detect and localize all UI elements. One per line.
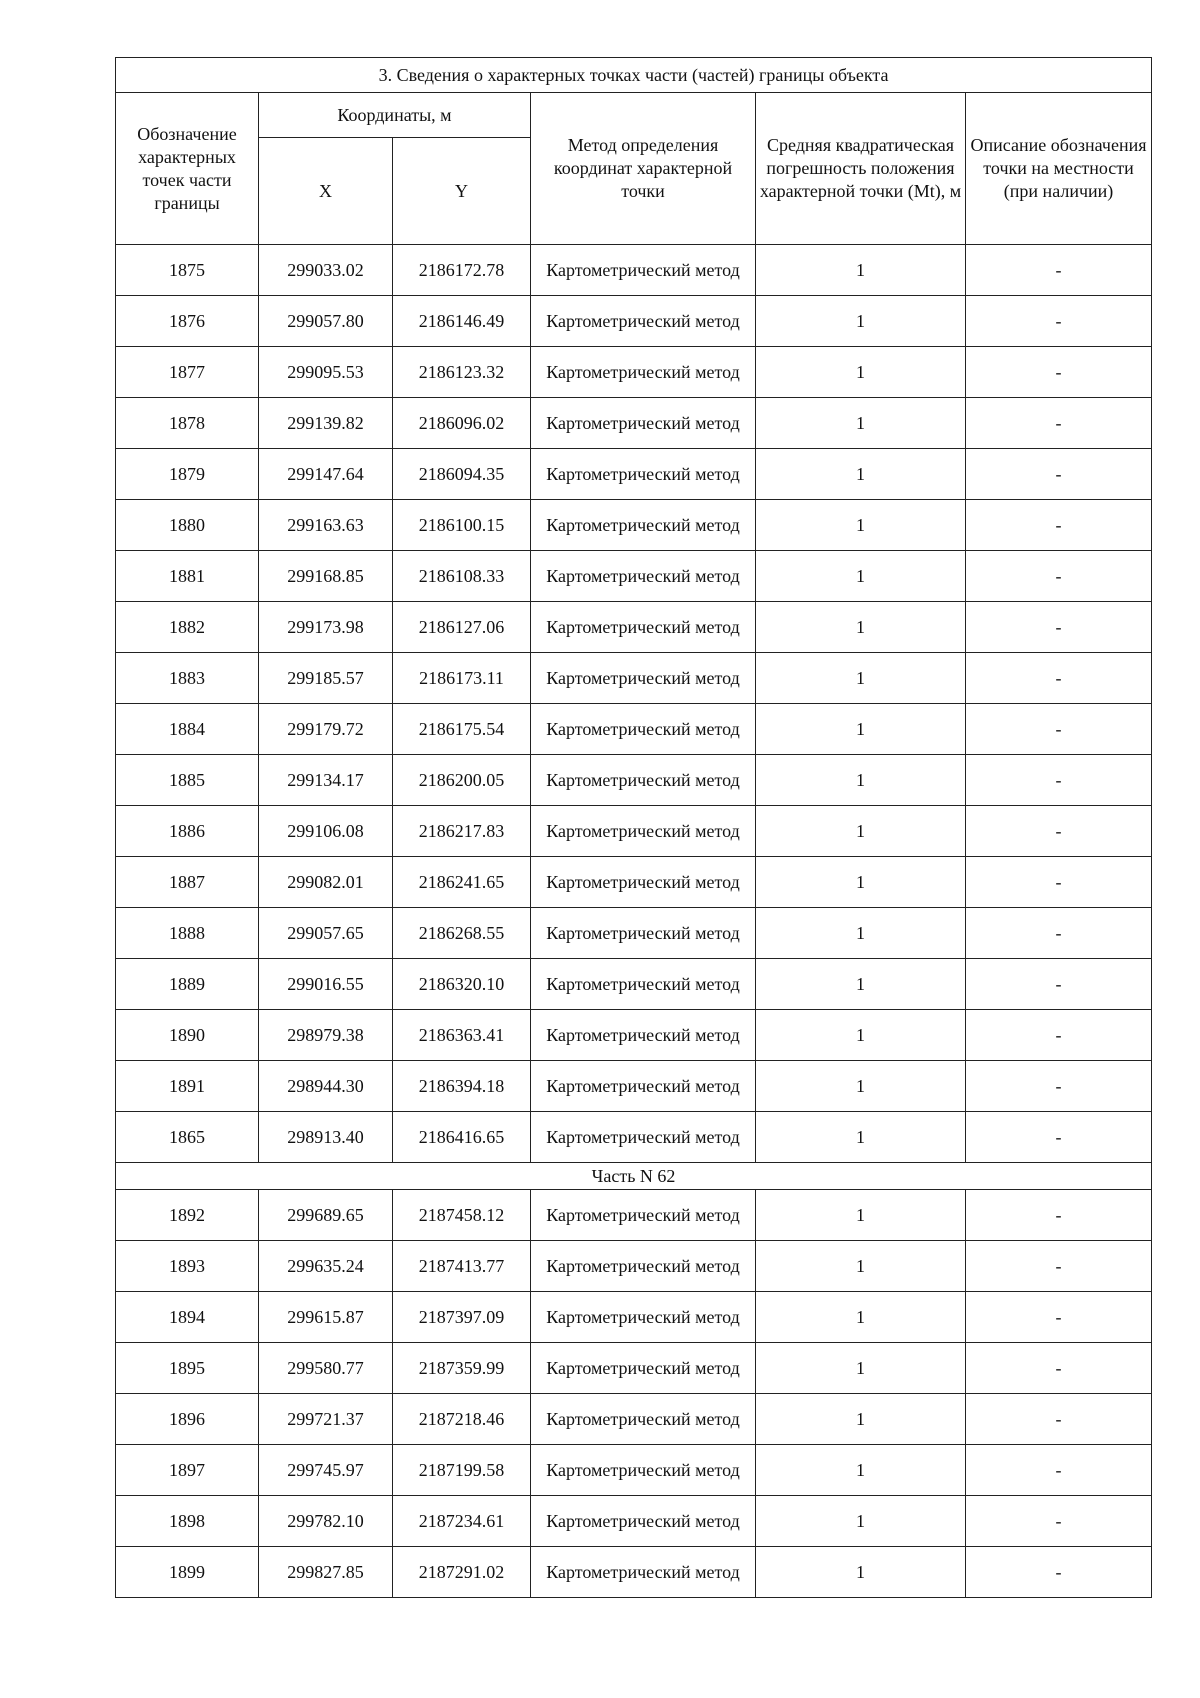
cell-error: 1 bbox=[756, 1547, 966, 1598]
table-row bbox=[116, 296, 1152, 347]
cell-y: 2186127.06 bbox=[393, 602, 531, 653]
table-row bbox=[116, 857, 1152, 908]
cell-method: Картометрический метод bbox=[531, 296, 756, 347]
cell-error: 1 bbox=[756, 1292, 966, 1343]
cell-description: - bbox=[966, 704, 1152, 755]
cell-point: 1885 bbox=[116, 755, 259, 806]
cell-description: - bbox=[966, 1190, 1152, 1241]
cell-point: 1877 bbox=[116, 347, 259, 398]
cell-method: Картометрический метод bbox=[531, 908, 756, 959]
table-row bbox=[116, 245, 1152, 296]
cell-point: 1891 bbox=[116, 1061, 259, 1112]
cell-point: 1897 bbox=[116, 1445, 259, 1496]
cell-y: 2186217.83 bbox=[393, 806, 531, 857]
cell-description: - bbox=[966, 1547, 1152, 1598]
cell-y: 2187413.77 bbox=[393, 1241, 531, 1292]
cell-method: Картометрический метод bbox=[531, 755, 756, 806]
cell-method: Картометрический метод bbox=[531, 1445, 756, 1496]
cell-description: - bbox=[966, 1394, 1152, 1445]
cell-x: 299635.24 bbox=[259, 1241, 393, 1292]
cell-description: - bbox=[966, 1343, 1152, 1394]
boundary-points-table bbox=[115, 57, 1152, 1598]
header-error: Средняя квадратическая погрешность положения характерной точки (Mt), м bbox=[756, 93, 966, 245]
table-row bbox=[116, 1394, 1152, 1445]
cell-description: - bbox=[966, 398, 1152, 449]
cell-y: 2186094.35 bbox=[393, 449, 531, 500]
cell-method: Картометрический метод bbox=[531, 1190, 756, 1241]
cell-error: 1 bbox=[756, 500, 966, 551]
cell-error: 1 bbox=[756, 806, 966, 857]
cell-point: 1880 bbox=[116, 500, 259, 551]
cell-point: 1876 bbox=[116, 296, 259, 347]
cell-description: - bbox=[966, 1292, 1152, 1343]
cell-x: 299827.85 bbox=[259, 1547, 393, 1598]
cell-x: 299106.08 bbox=[259, 806, 393, 857]
cell-y: 2187397.09 bbox=[393, 1292, 531, 1343]
cell-y: 2186268.55 bbox=[393, 908, 531, 959]
cell-description: - bbox=[966, 653, 1152, 704]
cell-y: 2186172.78 bbox=[393, 245, 531, 296]
cell-y: 2186200.05 bbox=[393, 755, 531, 806]
table-row bbox=[116, 1445, 1152, 1496]
cell-error: 1 bbox=[756, 1010, 966, 1061]
table-row bbox=[116, 1190, 1152, 1241]
cell-x: 298944.30 bbox=[259, 1061, 393, 1112]
cell-error: 1 bbox=[756, 1190, 966, 1241]
cell-description: - bbox=[966, 296, 1152, 347]
cell-point: 1890 bbox=[116, 1010, 259, 1061]
table-row bbox=[116, 449, 1152, 500]
cell-y: 2186100.15 bbox=[393, 500, 531, 551]
cell-y: 2187359.99 bbox=[393, 1343, 531, 1394]
cell-point: 1886 bbox=[116, 806, 259, 857]
cell-error: 1 bbox=[756, 1112, 966, 1163]
cell-description: - bbox=[966, 1445, 1152, 1496]
cell-error: 1 bbox=[756, 347, 966, 398]
cell-error: 1 bbox=[756, 959, 966, 1010]
table-row bbox=[116, 500, 1152, 551]
cell-description: - bbox=[966, 806, 1152, 857]
cell-method: Картометрический метод bbox=[531, 959, 756, 1010]
cell-method: Картометрический метод bbox=[531, 1547, 756, 1598]
table-row bbox=[116, 704, 1152, 755]
table-row bbox=[116, 653, 1152, 704]
cell-method: Картометрический метод bbox=[531, 1241, 756, 1292]
cell-y: 2187199.58 bbox=[393, 1445, 531, 1496]
header-description: Описание обозначения точки на местности (при наличии) bbox=[966, 93, 1152, 245]
cell-method: Картометрический метод bbox=[531, 857, 756, 908]
cell-x: 299016.55 bbox=[259, 959, 393, 1010]
cell-point: 1875 bbox=[116, 245, 259, 296]
cell-description: - bbox=[966, 551, 1152, 602]
part-row bbox=[116, 1163, 1152, 1190]
cell-point: 1879 bbox=[116, 449, 259, 500]
cell-point: 1887 bbox=[116, 857, 259, 908]
cell-point: 1896 bbox=[116, 1394, 259, 1445]
cell-description: - bbox=[966, 959, 1152, 1010]
cell-error: 1 bbox=[756, 857, 966, 908]
cell-method: Картометрический метод bbox=[531, 347, 756, 398]
cell-x: 299134.17 bbox=[259, 755, 393, 806]
cell-point: 1878 bbox=[116, 398, 259, 449]
cell-x: 299163.63 bbox=[259, 500, 393, 551]
cell-description: - bbox=[966, 908, 1152, 959]
cell-method: Картометрический метод bbox=[531, 1061, 756, 1112]
part-label: Часть N 62 bbox=[116, 1163, 1152, 1190]
header-coords: Координаты, м bbox=[259, 93, 531, 138]
table-row bbox=[116, 1292, 1152, 1343]
cell-method: Картометрический метод bbox=[531, 551, 756, 602]
cell-method: Картометрический метод bbox=[531, 449, 756, 500]
cell-method: Картометрический метод bbox=[531, 398, 756, 449]
cell-method: Картометрический метод bbox=[531, 500, 756, 551]
cell-point: 1882 bbox=[116, 602, 259, 653]
cell-error: 1 bbox=[756, 1061, 966, 1112]
cell-point: 1899 bbox=[116, 1547, 259, 1598]
cell-y: 2187458.12 bbox=[393, 1190, 531, 1241]
table-row bbox=[116, 602, 1152, 653]
cell-x: 299057.65 bbox=[259, 908, 393, 959]
cell-x: 298979.38 bbox=[259, 1010, 393, 1061]
cell-point: 1898 bbox=[116, 1496, 259, 1547]
cell-description: - bbox=[966, 602, 1152, 653]
cell-x: 299168.85 bbox=[259, 551, 393, 602]
cell-x: 299057.80 bbox=[259, 296, 393, 347]
cell-error: 1 bbox=[756, 449, 966, 500]
cell-description: - bbox=[966, 347, 1152, 398]
cell-error: 1 bbox=[756, 1394, 966, 1445]
table-row bbox=[116, 1241, 1152, 1292]
cell-point: 1895 bbox=[116, 1343, 259, 1394]
table-body-part-label bbox=[116, 1163, 1152, 1190]
cell-y: 2186416.65 bbox=[393, 1112, 531, 1163]
cell-description: - bbox=[966, 1010, 1152, 1061]
table-row bbox=[116, 806, 1152, 857]
table-row bbox=[116, 1061, 1152, 1112]
cell-method: Картометрический метод bbox=[531, 1496, 756, 1547]
cell-point: 1892 bbox=[116, 1190, 259, 1241]
cell-method: Картометрический метод bbox=[531, 1292, 756, 1343]
cell-x: 299139.82 bbox=[259, 398, 393, 449]
cell-y: 2186394.18 bbox=[393, 1061, 531, 1112]
table-row bbox=[116, 551, 1152, 602]
cell-x: 299033.02 bbox=[259, 245, 393, 296]
header-method: Метод определения координат характерной точки bbox=[531, 93, 756, 245]
cell-y: 2186241.65 bbox=[393, 857, 531, 908]
cell-error: 1 bbox=[756, 245, 966, 296]
cell-point: 1881 bbox=[116, 551, 259, 602]
table-row bbox=[116, 1112, 1152, 1163]
cell-y: 2186320.10 bbox=[393, 959, 531, 1010]
cell-x: 299689.65 bbox=[259, 1190, 393, 1241]
table-body-part-b bbox=[116, 1190, 1152, 1598]
cell-error: 1 bbox=[756, 551, 966, 602]
cell-x: 299745.97 bbox=[259, 1445, 393, 1496]
cell-method: Картометрический метод bbox=[531, 704, 756, 755]
cell-description: - bbox=[966, 245, 1152, 296]
cell-method: Картометрический метод bbox=[531, 806, 756, 857]
table-row bbox=[116, 755, 1152, 806]
table-row bbox=[116, 908, 1152, 959]
table-row bbox=[116, 959, 1152, 1010]
cell-y: 2187218.46 bbox=[393, 1394, 531, 1445]
table-row bbox=[116, 1343, 1152, 1394]
cell-error: 1 bbox=[756, 398, 966, 449]
cell-x: 299095.53 bbox=[259, 347, 393, 398]
header-y: Y bbox=[393, 138, 531, 245]
table-row bbox=[116, 1496, 1152, 1547]
cell-y: 2187291.02 bbox=[393, 1547, 531, 1598]
cell-x: 299173.98 bbox=[259, 602, 393, 653]
cell-error: 1 bbox=[756, 755, 966, 806]
cell-description: - bbox=[966, 449, 1152, 500]
cell-y: 2186096.02 bbox=[393, 398, 531, 449]
header-point: Обозначение характерных точек части границы bbox=[116, 93, 259, 245]
cell-method: Картометрический метод bbox=[531, 1112, 756, 1163]
table-title: 3. Сведения о характерных точках части (частей) границы объекта bbox=[116, 58, 1152, 93]
cell-description: - bbox=[966, 857, 1152, 908]
cell-description: - bbox=[966, 500, 1152, 551]
cell-error: 1 bbox=[756, 1343, 966, 1394]
cell-y: 2186108.33 bbox=[393, 551, 531, 602]
cell-description: - bbox=[966, 1112, 1152, 1163]
cell-x: 298913.40 bbox=[259, 1112, 393, 1163]
cell-description: - bbox=[966, 1061, 1152, 1112]
cell-point: 1894 bbox=[116, 1292, 259, 1343]
cell-y: 2186123.32 bbox=[393, 347, 531, 398]
cell-method: Картометрический метод bbox=[531, 1010, 756, 1061]
cell-y: 2186363.41 bbox=[393, 1010, 531, 1061]
cell-x: 299580.77 bbox=[259, 1343, 393, 1394]
table-row bbox=[116, 398, 1152, 449]
cell-point: 1889 bbox=[116, 959, 259, 1010]
cell-error: 1 bbox=[756, 653, 966, 704]
cell-point: 1893 bbox=[116, 1241, 259, 1292]
table-row bbox=[116, 1547, 1152, 1598]
cell-error: 1 bbox=[756, 1241, 966, 1292]
cell-x: 299721.37 bbox=[259, 1394, 393, 1445]
cell-error: 1 bbox=[756, 908, 966, 959]
cell-x: 299147.64 bbox=[259, 449, 393, 500]
cell-x: 299185.57 bbox=[259, 653, 393, 704]
cell-method: Картометрический метод bbox=[531, 653, 756, 704]
cell-point: 1884 bbox=[116, 704, 259, 755]
cell-method: Картометрический метод bbox=[531, 1394, 756, 1445]
cell-y: 2187234.61 bbox=[393, 1496, 531, 1547]
cell-x: 299782.10 bbox=[259, 1496, 393, 1547]
cell-method: Картометрический метод bbox=[531, 245, 756, 296]
cell-error: 1 bbox=[756, 704, 966, 755]
cell-error: 1 bbox=[756, 602, 966, 653]
cell-point: 1865 bbox=[116, 1112, 259, 1163]
cell-method: Картометрический метод bbox=[531, 1343, 756, 1394]
cell-error: 1 bbox=[756, 296, 966, 347]
cell-description: - bbox=[966, 1241, 1152, 1292]
cell-y: 2186173.11 bbox=[393, 653, 531, 704]
cell-method: Картометрический метод bbox=[531, 602, 756, 653]
header-x: X bbox=[259, 138, 393, 245]
cell-x: 299179.72 bbox=[259, 704, 393, 755]
cell-x: 299082.01 bbox=[259, 857, 393, 908]
cell-point: 1888 bbox=[116, 908, 259, 959]
cell-error: 1 bbox=[756, 1445, 966, 1496]
cell-y: 2186146.49 bbox=[393, 296, 531, 347]
cell-error: 1 bbox=[756, 1496, 966, 1547]
table-row bbox=[116, 347, 1152, 398]
cell-point: 1883 bbox=[116, 653, 259, 704]
cell-y: 2186175.54 bbox=[393, 704, 531, 755]
cell-description: - bbox=[966, 1496, 1152, 1547]
cell-x: 299615.87 bbox=[259, 1292, 393, 1343]
cell-description: - bbox=[966, 755, 1152, 806]
table-body-part-a bbox=[116, 245, 1152, 1163]
table-row bbox=[116, 1010, 1152, 1061]
